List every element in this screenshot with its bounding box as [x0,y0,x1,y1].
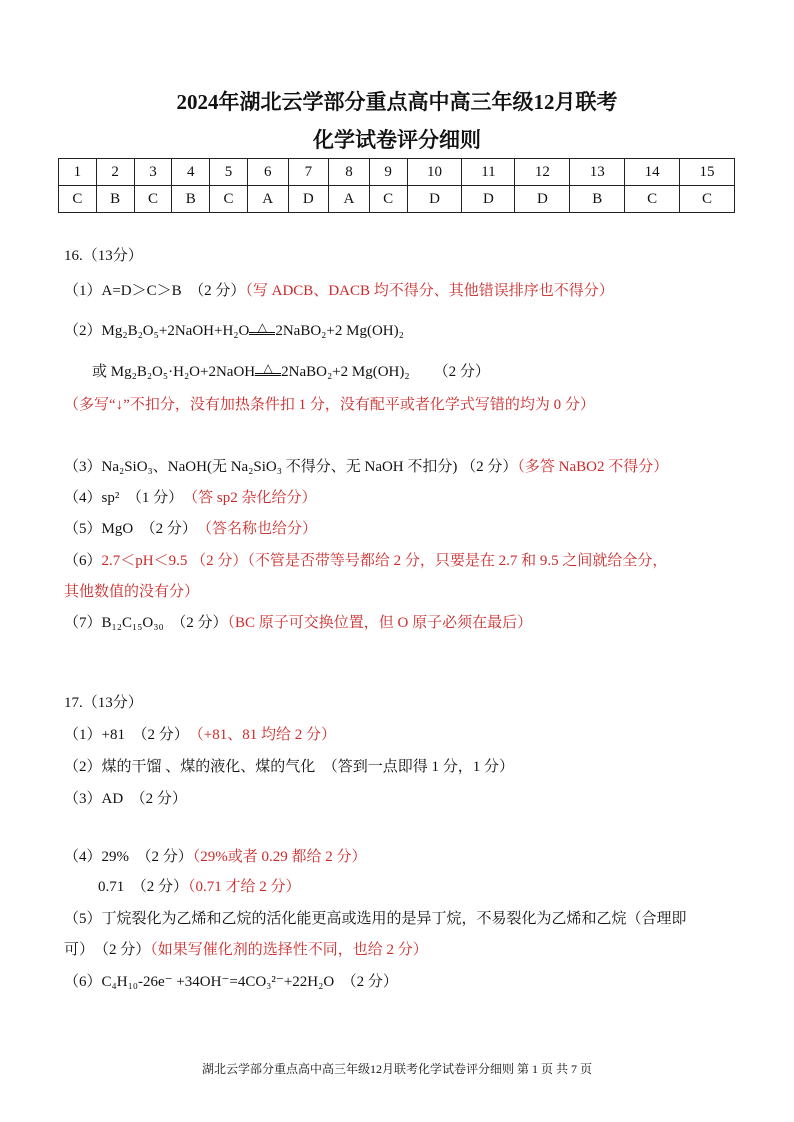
heat-condition: △ [249,322,275,335]
q16-part6-note-cont: 其他数值的没有分） [64,584,200,600]
q17-part4b [98,877,301,897]
grading-note: （如果写催化剂的选择性不同，也给 2 分） [150,942,428,958]
q16-part6 [64,551,667,571]
question-number-row [59,159,735,186]
answer-cell: A [329,186,370,213]
question-number-cell: 6 [247,159,288,186]
question-number-cell: 4 [172,159,210,186]
question-number-cell: 10 [407,159,462,186]
answer-cell: C [210,186,248,213]
answer-text: 可） （2 分） [64,942,151,958]
equation-lhs: 或 Mg₂B₂O₅·H₂O+2NaOH [92,364,256,380]
answer-cell: B [172,186,210,213]
q17-part2: （2）煤的干馏 、煤的液化、煤的气化 （答到一点即得 1 分，1 分） [64,759,515,775]
grading-note: （+81、81 均给 2 分） [196,727,336,743]
answer-cell: B [96,186,134,213]
q17-header: 17.（13分） [64,695,143,711]
q17-part6: （6）C₄H₁₀-26e⁻ +34OH⁻=4CO₃²⁻+22H₂O （2 分） [64,974,398,990]
document-subtitle: 化学试卷评分细则 [313,128,481,152]
grading-note: （答名称也给分） [204,521,317,537]
q16-part2-eq1 [64,321,404,341]
answer-text: （4）sp² （1 分） [64,490,176,506]
answer-cell: B [570,186,625,213]
heat-condition: △ [255,363,281,376]
answer-text: （3）Na₂SiO₃、NaOH(无 Na₂SiO₃ 不得分、无 NaOH 不扣分) （2 分） [64,459,518,475]
q16-part2-eq2 [92,362,490,382]
answer-cell: C [680,186,735,213]
answer-cell: D [407,186,462,213]
q16-part7 [64,613,532,633]
grading-note: （0.71 才给 2 分） [188,879,301,895]
answer-cell: C [369,186,407,213]
question-number-cell: 15 [680,159,735,186]
question-number-cell: 11 [462,159,515,186]
answer-cell: A [247,186,288,213]
page-footer: 湖北云学部分重点高中高三年级12月联考化学试卷评分细则 第 1 页 共 7 页 [201,1062,592,1076]
q16-part1 [64,281,614,301]
part-label: （6） [64,553,102,569]
answer-cell: C [59,186,97,213]
grading-note: （BC 原子可交换位置，但 O 原子必须在最后） [227,615,533,631]
equation-lhs: （2）Mg₂B₂O₅+2NaOH+H₂O [64,323,250,339]
q16-part4 [64,488,316,508]
document-title: 2024年湖北云学部分重点高中高三年级12月联考 [176,90,618,114]
question-number-cell: 3 [134,159,172,186]
question-number-cell: 8 [329,159,370,186]
answer-text: 0.71 （2 分） [98,879,189,895]
answer-cell: D [288,186,329,213]
equation-rhs: 2NaBO₂+2 Mg(OH)₂ [281,364,410,380]
score: （2 分） [433,364,490,380]
q17-part3: （3）AD （2 分） [64,791,187,807]
question-number-cell: 5 [210,159,248,186]
answer-text: （4）29% （2 分） [64,849,193,865]
answer-table [58,158,735,213]
grading-note: （答 sp2 杂化给分） [190,490,317,506]
question-number-cell: 7 [288,159,329,186]
grading-note: （29%或者 0.29 都给 2 分） [192,849,367,865]
question-number-cell: 1 [59,159,97,186]
answer-cell: C [625,186,680,213]
answer-text: （7）B₁₂C₁₅O₃₀ （2 分） [64,615,228,631]
q16-part5 [64,519,317,539]
answer-cell: D [515,186,570,213]
question-number-cell: 2 [96,159,134,186]
grading-note: （写 ADCB、DACB 均不得分、其他错误排序也不得分） [245,283,614,299]
answer-row [59,186,735,213]
q16-part3 [64,457,668,477]
q16-header: 16.（13分） [64,248,143,264]
answer-text: （5）MgO （2 分） [64,521,190,537]
grading-note: 2.7＜pH＜9.5 （2 分）（不管是否带等号都给 2 分，只要是在 2.7 和 9.5 之间就给全分， [101,553,668,569]
q17-part4 [64,847,367,867]
q17-part5: （5）丁烷裂化为乙烯和乙烷的活化能更高或选用的是异丁烷，不易裂化为乙烯和乙烷（合理即 [64,911,687,927]
q16-part2-note: （多写“↓”不扣分，没有加热条件扣 1 分，没有配平或者化学式写错的均为 0 分） [64,397,595,413]
q17-part5-cont [64,940,428,960]
answer-text: （1）A=D＞C＞B （2 分） [64,283,246,299]
equation-rhs: 2NaBO₂+2 Mg(OH)₂ [275,323,404,339]
grading-note: （多答 NaBO2 不得分） [517,459,669,475]
q17-part1 [64,725,336,745]
answer-cell: C [134,186,172,213]
answer-cell: D [462,186,515,213]
question-number-cell: 13 [570,159,625,186]
question-number-cell: 12 [515,159,570,186]
question-number-cell: 14 [625,159,680,186]
answer-text: （1）+81 （2 分） [64,727,182,743]
question-number-cell: 9 [369,159,407,186]
